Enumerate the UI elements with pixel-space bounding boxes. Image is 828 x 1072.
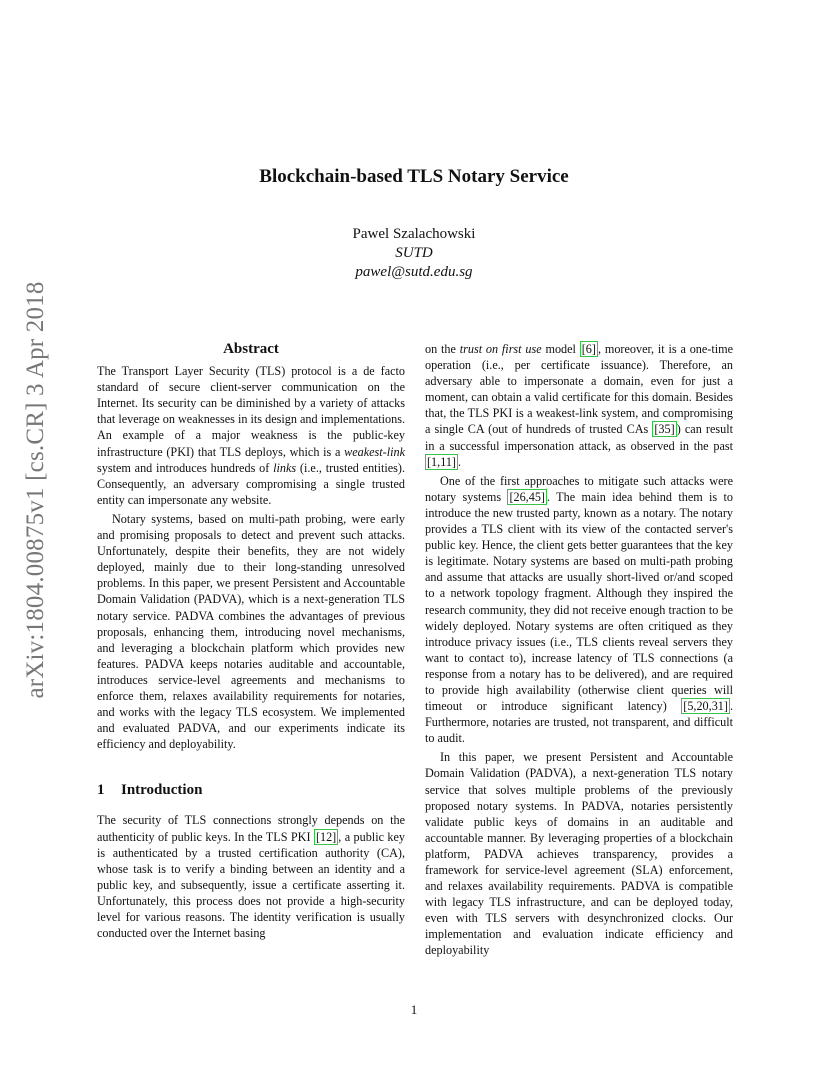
citation-link[interactable]: [35] [654,422,675,437]
citation-link[interactable]: [6] [581,342,596,356]
left-column [97,341,405,941]
intro-paragraph-3: In this paper, we present Persistent and Accountable Domain Validation (PADVA), a next-generation TLS notary service that solves multiple problems of the previously proposed notary systems. In PADVA, notaries persistently validate public keys of domains in an auditable and accountable manner. By leveraging properties of a blockchain platform, PADVA achieves transparency, provides a framework for service-level agreement (SLA) enforcement, and relaxes availability requirements. PADVA is compatible with legacy TLS infrastructure, and can be deployed today, even with TLS servers with desynchronized clocks. Our implementation and evaluation indicate efficiency and deployability [425,750,733,958]
abstract-paragraph-2: Notary systems, based on multi-path probing, were early and promising proposals to detect and prevent such attacks. Unfortunately, despite their benefits, they are not widely deployed, mainly due to their long-standing unresolved problems. In this paper, we present Persistent and Accountable Domain Validation (PADVA), which is a next-generation TLS notary service. PADVA combines the advantages of previous proposals, enhancing them, introducing novel mechanisms, and leveraging a blockchain platform which provides new features. PADVA keeps notaries auditable and accountable, introduces service-level agreements and mechanisms to enforce them, relaxes availability requirements for notaries, and works with the legacy TLS ecosystem. We implemented and evaluated PADVA, and our experiments indicate its efficiency and deployability. [97,511,405,752]
right-column [425,341,733,959]
author-name: Pawel Szalachowski [352,226,476,242]
arxiv-identifier [14,281,58,699]
citation-link[interactable]: [26,45] [509,489,545,504]
citation-link[interactable]: [1,11] [427,454,456,469]
author-email: pawel@sutd.edu.sg [355,264,473,280]
intro-paragraph-continued: on the trust on first use model [6] , moreover, it is a one-time operation (i.e., per certificate issuance). Therefore, an adversary able to impersonate a domain, even for just a moment, can obtain a valid certificate for this domain. Besides that, the TLS PKI is a weakest-link system, and compromising a single CA (out of hundreds of trusted CAs [35] ) can result in a successful impersonation attack, as observed in the past [1,11] . [425,342,734,469]
paper-title: Blockchain-based TLS Notary Service [259,166,569,187]
section-heading-introduction [97,782,405,798]
citation-link[interactable]: [5,20,31] [683,699,728,714]
section-number: 1 [97,782,105,799]
abstract-paragraph-1: The Transport Layer Security (TLS) protocol is a de facto standard of secure client-server communication on the Internet. Its security can be diminished by a variety of attacks that leverage on weaknesses in its design and implementations. An example of a major weakness is the public-key infrastructure (PKI) that TLS deploys, which is a weakest-link system and introduces hundreds of links (i.e., trusted entities). Consequently, an adversary compromising a single trusted entity can impersonate any website. [97,364,405,507]
arxiv-id-text: arXiv:1804.00875v1 [cs.CR] 3 Apr 2018 [22,281,49,699]
section-title: Introduction [121,782,203,799]
intro-paragraph-2: One of the first approaches to mitigate such attacks were notary systems [26,45] . The main idea behind them is to introduce the new trusted party, known as a notary. The notary provides a TLS client with its view of the contacted server's public key. Hence, the client gets better guarantees that the key is legitimate. Notary systems are based on multi-path probing and assume that attacks are usually short-lived or/and scoped to a network topology fragment. Although they inspired the research community, they did not receive enough traction to be widely deployed. Notary systems are often critiqued as they introduce privacy issues (i.e., TLS clients reveal servers they want to contact to), increase latency of TLS connections (a response from a notary has to be delivered), and are required to provide high availability (otherwise client queries will timeout or introduce significant latency) [5,20,31] . Furthermore, notaries are trusted, not transparent, and difficult to audit. [425,473,734,746]
author-affiliation: SUTD [395,245,433,261]
page-number: 1 [410,1002,418,1017]
abstract-heading: Abstract [223,341,279,357]
citation-link[interactable]: [12] [315,829,337,844]
intro-paragraph-1: The security of TLS connections strongly depends on the authenticity of public keys. In the TLS PKI [12] , a public key is authenticated by a trusted certification authority (CA), whose task is to verify a binding between an identity and a public key, and subsequently, issue a certificate asserting it. Unfortunately, this process does not provide a high-security level for various reasons. The identity verification is usually conducted over the Internet basing [97,813,405,941]
